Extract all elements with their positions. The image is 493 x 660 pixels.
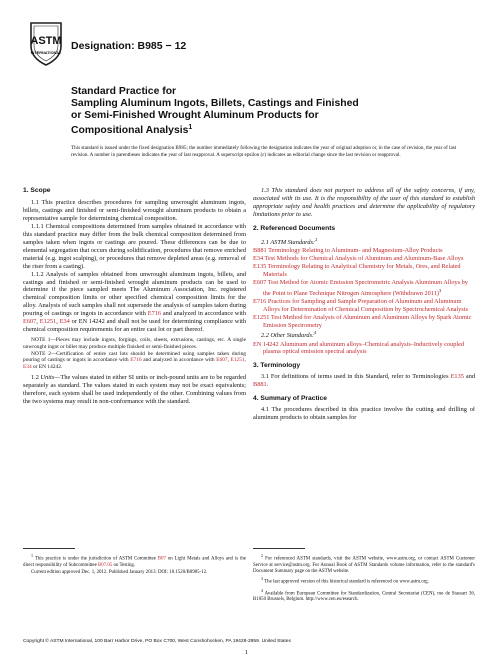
footnotes-left — [23, 553, 246, 578]
ref-title[interactable]: Aluminum and aluminum alloys–Chemical analysis–Inductively coupled plasma optical emission spectral analysis — [263, 340, 465, 356]
ref-link-e607[interactable]: E607 — [216, 357, 228, 364]
section-heading-summary-of-practice: 4. Summary of Practice — [253, 395, 327, 403]
right-column — [253, 187, 475, 422]
ref-link-e1251[interactable]: E1251 — [230, 357, 245, 364]
paragraph-3-1: 3.1 For definitions of terms used in this Standard, refer to Terminologies E135 and B881. — [253, 373, 475, 389]
document-title — [71, 85, 431, 137]
ref-title[interactable]: Terminology Relating to Aluminum- and Magnesium-Alloy Products — [268, 246, 443, 254]
page-number: 1 — [244, 649, 249, 656]
ref-code-b881[interactable]: B881 — [253, 246, 267, 254]
ref-link-e135[interactable]: E135 — [450, 373, 464, 381]
ref-link-e1251[interactable]: E1251 — [39, 318, 57, 326]
reference-item — [253, 263, 475, 279]
reference-item — [253, 314, 475, 330]
ref-title[interactable]: Terminology Relating to Analytical Chemistry for Metals, Ores, and Related Materials — [263, 262, 461, 278]
issuance-note: This standard is issued under the fixed designation B985; the number immediately following the designation indicates the year of original adoption or, in the case of revision, the year of last revision. A number in parentheses indicates the year of last reapproval. A superscript epsilon (ε) indicates an editorial change since the last revision or reapproval. — [71, 145, 457, 158]
title-line-2: Sampling Aluminum Ingots, Billets, Castings and Finished — [71, 98, 359, 109]
footnote-rule-right — [253, 548, 305, 549]
withdrawn-footnote-mark: 3 — [438, 287, 442, 293]
title-footnote-mark: 1 — [188, 124, 193, 131]
footnote-1: $^1$ This practice is under the jurisdiction of ASTM Committee B07 on Light Metals and Alloys and is the direct responsibility of Subcommittee B07.05 on Testing. — [23, 553, 246, 568]
ref-code-e34[interactable]: E34 — [253, 254, 264, 262]
section-heading-referenced-documents: 2. Referenced Documents — [253, 224, 336, 232]
paragraph-2-1: 2.1 ASTM Standards:$^2$ — [261, 236, 318, 246]
footnote-2: $^2$ For referenced ASTM standards, visit the ASTM website, www.astm.org, or contact ASTM Customer Service at service@astm.org. For Annual Book of ASTM Standards volume information, refer to the standard's Document Summary page on the ASTM website. — [253, 553, 475, 574]
footnote-3: $^3$ The last approved version of this historical standard is referenced on www.astm.org. — [261, 576, 429, 586]
ref-code-e135[interactable]: E135 — [253, 262, 267, 270]
note-1: NOTE 1—Pieces may include ingots, forgings, coils, sheets, extrusions, castings, etc. A single unwrought ingot or billet may produce multiple finished or semi-finished pieces. — [23, 337, 246, 350]
subcommittee-link-b07-05[interactable]: B07.05 — [98, 562, 113, 568]
ref-title[interactable]: Practices for Sampling and Sample Preparation of Aluminum and Aluminum Alloys for Determination of Chemical Composition by Spectrochemical Analysis — [263, 297, 468, 313]
footnote-4: $^4$ Available from European Committee for Standardization, Central Secretariat (CEN), rue de Stassart 36, B1050 Brussels, Belgium. http://www.cen.eu/esearch. — [253, 587, 475, 603]
ref-title[interactable]: Test Methods for Chemical Analysis of Aluminum and Aluminum-Base Alloys — [264, 254, 464, 262]
astm-reference-list — [253, 247, 475, 330]
reference-item — [253, 298, 475, 314]
ref-link-e34[interactable]: E34 — [23, 364, 32, 371]
paragraph-2-2: 2.2 Other Standards:$^4$ — [261, 330, 317, 340]
paragraph-1-3: 1.3 This standard does not purport to address all of the safety concerns, if any, associated with its use. It is the responsibility of the user of this standard to establish appropriate safety and health practices and determine the applicability of regulatory limitations prior to use. — [253, 187, 475, 218]
paragraph-1-1-1: 1.1.1 Chemical compositions determined from samples obtained in accordance with this standard practice may differ from the bulk chemical composition determined from samples taken when ingots or castings are poured. These differences can be due to elemental segregation that occurs during solidification, procedures that remove enriched material (e.g. ingot scalping), or procedures that remove depleted areas (e.g. removal of the riser from a casting). — [23, 222, 246, 270]
svg-text:INTERNATIONAL: INTERNATIONAL — [30, 51, 62, 55]
ref-link-e34[interactable]: E34 — [59, 318, 70, 326]
paragraph-4-1: 4.1 The procedures described in this practice involve the cutting and drilling of aluminum products to obtain samples for — [253, 406, 475, 422]
edition-note: Current edition approved Dec. 1, 2012. Published January 2013. DOI: 10.1520/B0985-12. — [31, 570, 208, 576]
reference-item — [253, 341, 475, 357]
footnotes-right — [253, 553, 475, 605]
committee-link-b07[interactable]: B07 — [157, 556, 166, 562]
astm-logo-icon — [27, 20, 65, 68]
ref-link-e716[interactable]: E716 — [147, 310, 162, 318]
paragraph-1-1: 1.1 This practice describes procedures for sampling unwrought aluminum ingots, billets, castings and finished or semi-finished wrought aluminum products to obtain a representative sample for determining chemical composition. — [23, 199, 246, 222]
reference-item — [253, 279, 475, 298]
paragraph-1-2: 1.2 Units—The values stated in either SI units or inch-pound units are to be regarded separately as standard. The values stated in each system may not be exact equivalents; therefore, each system shall be used independently of the other. Combining values from the two systems may result in non-conformance with the standard. — [23, 373, 246, 405]
title-line-3: or Semi-Finished Wrought Aluminum Products for — [71, 110, 319, 121]
copyright-notice: Copyright © ASTM International, 100 Barr Harbor Drive, PO Box C700, West Conshohocken, PA 19428-2959. United States — [23, 639, 291, 644]
ref-code-e607[interactable]: E607 — [253, 278, 267, 286]
note-2: NOTE 2—Certification of entire cast lots should be determined using samples taken during pouring of castings or ingots in accordance with E716 and analyzed in accordance with E607, E1251, E34 or EN 14242. — [23, 350, 246, 371]
ref-code-e1251[interactable]: E1251 — [253, 313, 270, 321]
reference-item — [253, 255, 475, 263]
ref-code-e716[interactable]: E716 — [253, 297, 267, 305]
ref-title[interactable]: Test Method for Atomic Emission Spectrometric Analysis Aluminum Alloys by the Point to Plane Technique Nitrogen Atmosphere (Withdrawn 2011) — [263, 278, 468, 297]
ref-link-e607[interactable]: E607 — [23, 318, 37, 326]
paragraph-1-1-2: 1.1.2 Analysis of samples obtained from unwrought aluminum ingots, billets, and castings and finished or semi-finished wrought aluminum products can be used to determine if the piece sampled meets The Aluminum Association, Inc. registered chemical composition limits or other specified chemical composition limits for the alloy. Analysis of such samples shall not supersede the analysis of samples taken during pouring of castings or ingots in accordance with E716 and analyzed in accordance with E607, E1251, E34 or EN 14242 and shall not be used for determining compliance with chemical composition requirements for an entire cast lot or part thereof. — [23, 270, 247, 334]
svg-text:ASTM: ASTM — [30, 35, 62, 47]
footnote-rule-left — [23, 548, 75, 549]
ref-link-b881[interactable]: B881 — [253, 381, 267, 389]
reference-item — [253, 247, 475, 255]
ref-link-e716[interactable]: E716 — [130, 357, 142, 364]
ref-code-en14242[interactable]: EN 14242 — [253, 340, 279, 348]
section-heading-terminology: 3. Terminology — [253, 362, 301, 370]
section-heading-scope: 1. Scope — [23, 187, 51, 194]
left-column — [23, 187, 246, 406]
designation: Designation: B985 − 12 — [71, 40, 187, 52]
ref-title[interactable]: Test Method for Analysis of Aluminum and Aluminum Alloys by Spark Atomic Emission Spectrometry — [263, 313, 472, 329]
title-line-1: Standard Practice for — [71, 86, 177, 97]
title-line-4: Compositional Analysis$^1$ — [71, 124, 193, 136]
